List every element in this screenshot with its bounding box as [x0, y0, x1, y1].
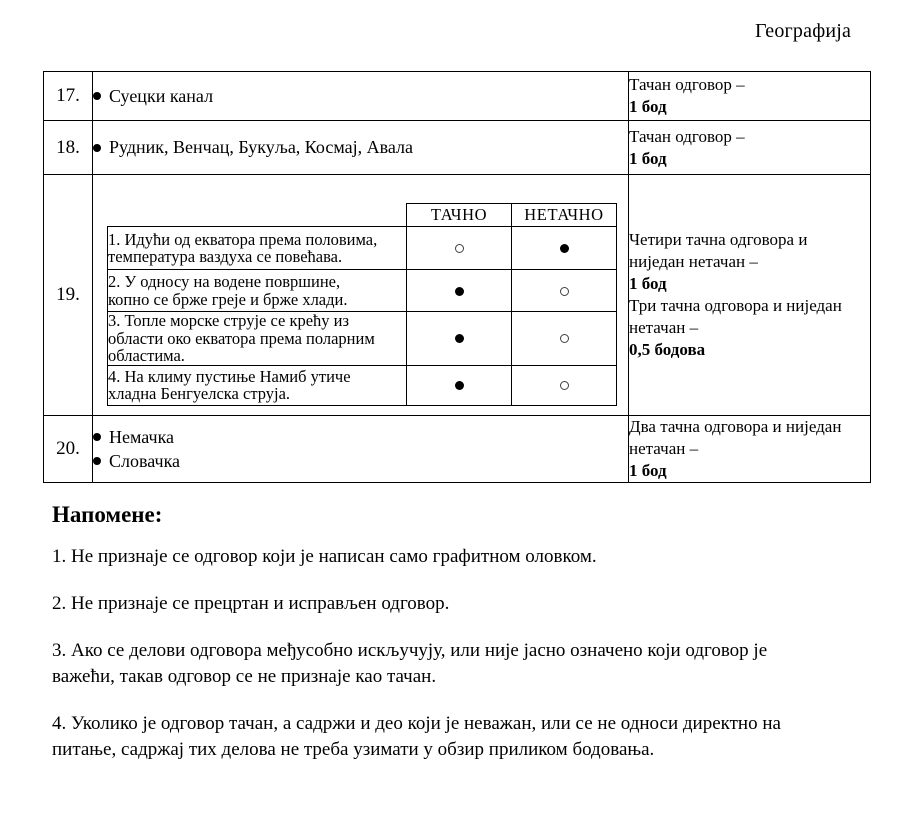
scoring-points: 0,5 бодова [629, 340, 706, 359]
question-number: 17. [44, 72, 93, 121]
column-header-tacno: ТАЧНО [407, 204, 512, 227]
answer-item [93, 451, 628, 472]
bullet-icon [93, 433, 101, 441]
answer-key-table [43, 71, 871, 483]
statement-row-4 [108, 365, 617, 405]
table-row-19 [44, 175, 871, 416]
scoring-points: 1 бод [629, 97, 667, 116]
answer-item [93, 86, 628, 107]
filled-circle-icon [560, 244, 569, 253]
scoring-line: нетачан – [629, 439, 699, 458]
note-item-3: 3. Ако се делови одговора међусобно искључују, или није јасно означено који одговор је важећи, такав одговор се не признаје као тачан. [52, 640, 768, 687]
empty-header-cell [108, 204, 407, 227]
table-row-20 [44, 416, 871, 483]
tacno-cell [407, 365, 512, 405]
empty-circle-icon [560, 334, 569, 343]
statement-row-1 [108, 227, 617, 270]
filled-circle-icon [455, 334, 464, 343]
answer-cell [93, 416, 629, 483]
scoring-cell [629, 175, 871, 416]
bullet-icon [93, 457, 101, 465]
bullet-icon [93, 144, 101, 152]
question-number: 19. [44, 175, 93, 416]
answer-cell [93, 121, 629, 175]
scoring-line: ниједан нетачан – [629, 252, 758, 271]
scoring-cell [629, 416, 871, 483]
scoring-points: 1 бод [629, 461, 667, 480]
answer-cell [93, 72, 629, 121]
empty-circle-icon [455, 244, 464, 253]
answer-text: Суецки канал [109, 85, 214, 106]
answer-text: Немачка [109, 426, 175, 447]
netacno-cell [512, 227, 617, 270]
table-row-17 [44, 72, 871, 121]
statement-row-2 [108, 270, 617, 312]
scoring-line: нетачан – [629, 318, 699, 337]
answer-text: Словачка [109, 450, 181, 471]
table-row-18 [44, 121, 871, 175]
answer-item [93, 137, 628, 158]
scoring-line: Три тачна одговора и ниједан [629, 296, 842, 315]
scoring-points: 1 бод [629, 148, 667, 168]
true-false-table [107, 203, 617, 406]
scoring-cell [629, 72, 871, 121]
note-item-4: 4. Уколико је одговор тачан, а садржи и део који је неважан, или се не односи директно на питање, садржај тих делова не треба узимати у обзир приликом бодовања. [52, 713, 781, 760]
tacno-cell [407, 270, 512, 312]
filled-circle-icon [455, 381, 464, 390]
tacno-cell [407, 312, 512, 366]
question-number: 18. [44, 121, 93, 175]
column-header-netacno: НЕТАЧНО [512, 204, 617, 227]
empty-circle-icon [560, 381, 569, 390]
statement-text: 4. На климу пустиње Намиб утиче хладна Бенгуелска струја. [108, 365, 407, 405]
scoring-line: Тачан одговор – [629, 75, 745, 94]
note-item-1: 1. Не признаје се одговор који је написан само графитном оловком. [52, 546, 597, 567]
tacno-cell [407, 227, 512, 270]
statement-text: 3. Топле морске струје се крећу из области око екватора према поларним областима. [108, 312, 407, 366]
scoring-line: Четири тачна одговора и [629, 230, 808, 249]
netacno-cell [512, 270, 617, 312]
true-false-header-row [108, 204, 617, 227]
notes-section [52, 502, 872, 784]
notes-heading: Напомене: [52, 502, 163, 527]
answer-cell [93, 175, 629, 416]
statement-row-3 [108, 312, 617, 366]
scoring-points: 1 бод [629, 274, 667, 293]
netacno-cell [512, 365, 617, 405]
netacno-cell [512, 312, 617, 366]
note-item-2: 2. Не признаје се прецртан и исправљен одговор. [52, 593, 450, 614]
empty-circle-icon [560, 287, 569, 296]
question-number: 20. [44, 416, 93, 483]
statement-text: 1. Идући од екватора према половима, температура ваздуха се повећава. [108, 227, 407, 270]
answer-item [93, 427, 628, 448]
statement-text: 2. У односу на водене површине, копно се брже греје и брже хлади. [108, 270, 407, 312]
filled-circle-icon [455, 287, 464, 296]
scoring-line: Два тачна одговора и ниједан [629, 417, 842, 436]
scoring-cell [629, 121, 871, 175]
scoring-line: Тачан одговор – [629, 126, 745, 146]
answer-text: Рудник, Венчац, Букуља, Космај, Авала [109, 137, 413, 157]
document-title: Географија [755, 20, 852, 42]
bullet-icon [93, 92, 101, 100]
